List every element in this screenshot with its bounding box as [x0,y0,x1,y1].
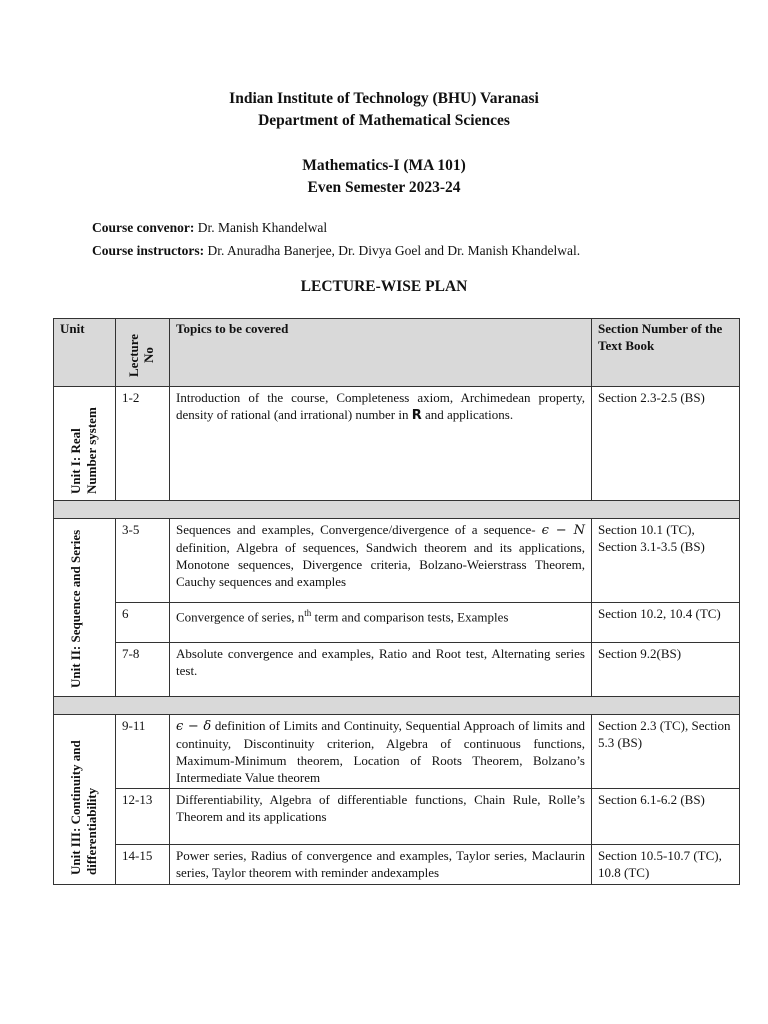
table-row [54,845,740,885]
unit-cell-2 [54,519,116,697]
header-lecture-label: Lecture No [125,333,156,377]
table-row [54,715,740,789]
table-row [54,387,740,501]
section-cell: Section 2.3-2.5 (BS) [592,387,740,501]
lecture-number: 7-8 [116,643,170,697]
lecture-number: 14-15 [116,845,170,885]
unit-label: Unit I: Real Number system [67,406,99,494]
separator-row [54,501,740,519]
plan-title: LECTURE-WISE PLAN [300,278,468,295]
table-row [54,603,740,643]
header-topics: Topics to be covered [170,319,592,387]
separator-cell [54,697,740,715]
section-cell: Section 10.5-10.7 (TC), 10.8 (TC) [592,845,740,885]
section-cell: Section 10.2, 10.4 (TC) [592,603,740,643]
lecture-number: 6 [116,603,170,643]
table-row [54,643,740,697]
unit-label: Unit II: Sequence and Series [67,529,83,688]
instructors-label: Course instructors: [92,243,205,258]
course-convenor [92,218,327,238]
course-instructors [92,241,580,261]
institute-title: Indian Institute of Technology (BHU) Varanasi [229,90,539,107]
lecture-number: 1-2 [116,387,170,501]
topics-cell: Power series, Radius of convergence and examples, Taylor series, Maclaurin series, Taylor theorem with reminder andexamples [170,845,592,885]
lecture-plan-table [53,318,740,885]
separator-cell [54,501,740,519]
unit-label: Unit III: Continuity and differentiability [67,739,99,875]
header-unit: Unit [54,319,116,387]
section-cell: Section 2.3 (TC), Section 5.3 (BS) [592,715,740,789]
header-section: Section Number of the Text Book [592,319,740,387]
department-title: Department of Mathematical Sciences [258,112,510,129]
topics-cell: ϵ − δ definition of Limits and Continuity, Sequential Approach of limits and continuity, Discontinuity criterion, Algebra of continuous functions, Maximum-Minimum theorem, Location of Roots Theorem, Bolzano’s Intermediate Value theorem [170,715,592,789]
table-row [54,519,740,603]
table-header-row [54,319,740,387]
topics-cell: Convergence of series, $n^{th}$ term and comparison tests, Examples [170,603,592,643]
course-title: Mathematics-I (MA 101) [302,157,466,174]
convenor-value: Dr. Manish Khandelwal [194,220,328,235]
lecture-number: 9-11 [116,715,170,789]
semester-title: Even Semester 2023-24 [307,179,461,196]
convenor-label: Course convenor: [92,220,195,235]
topics-cell: Absolute convergence and examples, Ratio and Root test, Alternating series test. [170,643,592,697]
section-cell: Section 6.1-6.2 (BS) [592,789,740,845]
lecture-number: 3-5 [116,519,170,603]
header-lecture [116,319,170,387]
unit-cell-1 [54,387,116,501]
topics-cell: Sequences and examples, Convergence/divergence of a sequence- ϵ − N definition, Algebra of sequences, Sandwich theorem and its applications, Monotone sequences, Divergence criteria, Bolzano-Weierstrass Theorem, Cauchy sequences and examples [170,519,592,603]
section-cell: Section 10.1 (TC), Section 3.1-3.5 (BS) [592,519,740,603]
instructors-value: Dr. Anuradha Banerjee, Dr. Divya Goel and Dr. Manish Khandelwal. [204,243,581,258]
unit-cell-3 [54,715,116,885]
section-cell: Section 9.2(BS) [592,643,740,697]
topics-cell: Differentiability, Algebra of differentiable functions, Chain Rule, Rolle’s Theorem and its applications [170,789,592,845]
lecture-number: 12-13 [116,789,170,845]
separator-row [54,697,740,715]
topics-cell: Introduction of the course, Completeness axiom, Archimedean property, density of rational (and irrational) number in R and applications. [170,387,592,501]
table-row [54,789,740,845]
